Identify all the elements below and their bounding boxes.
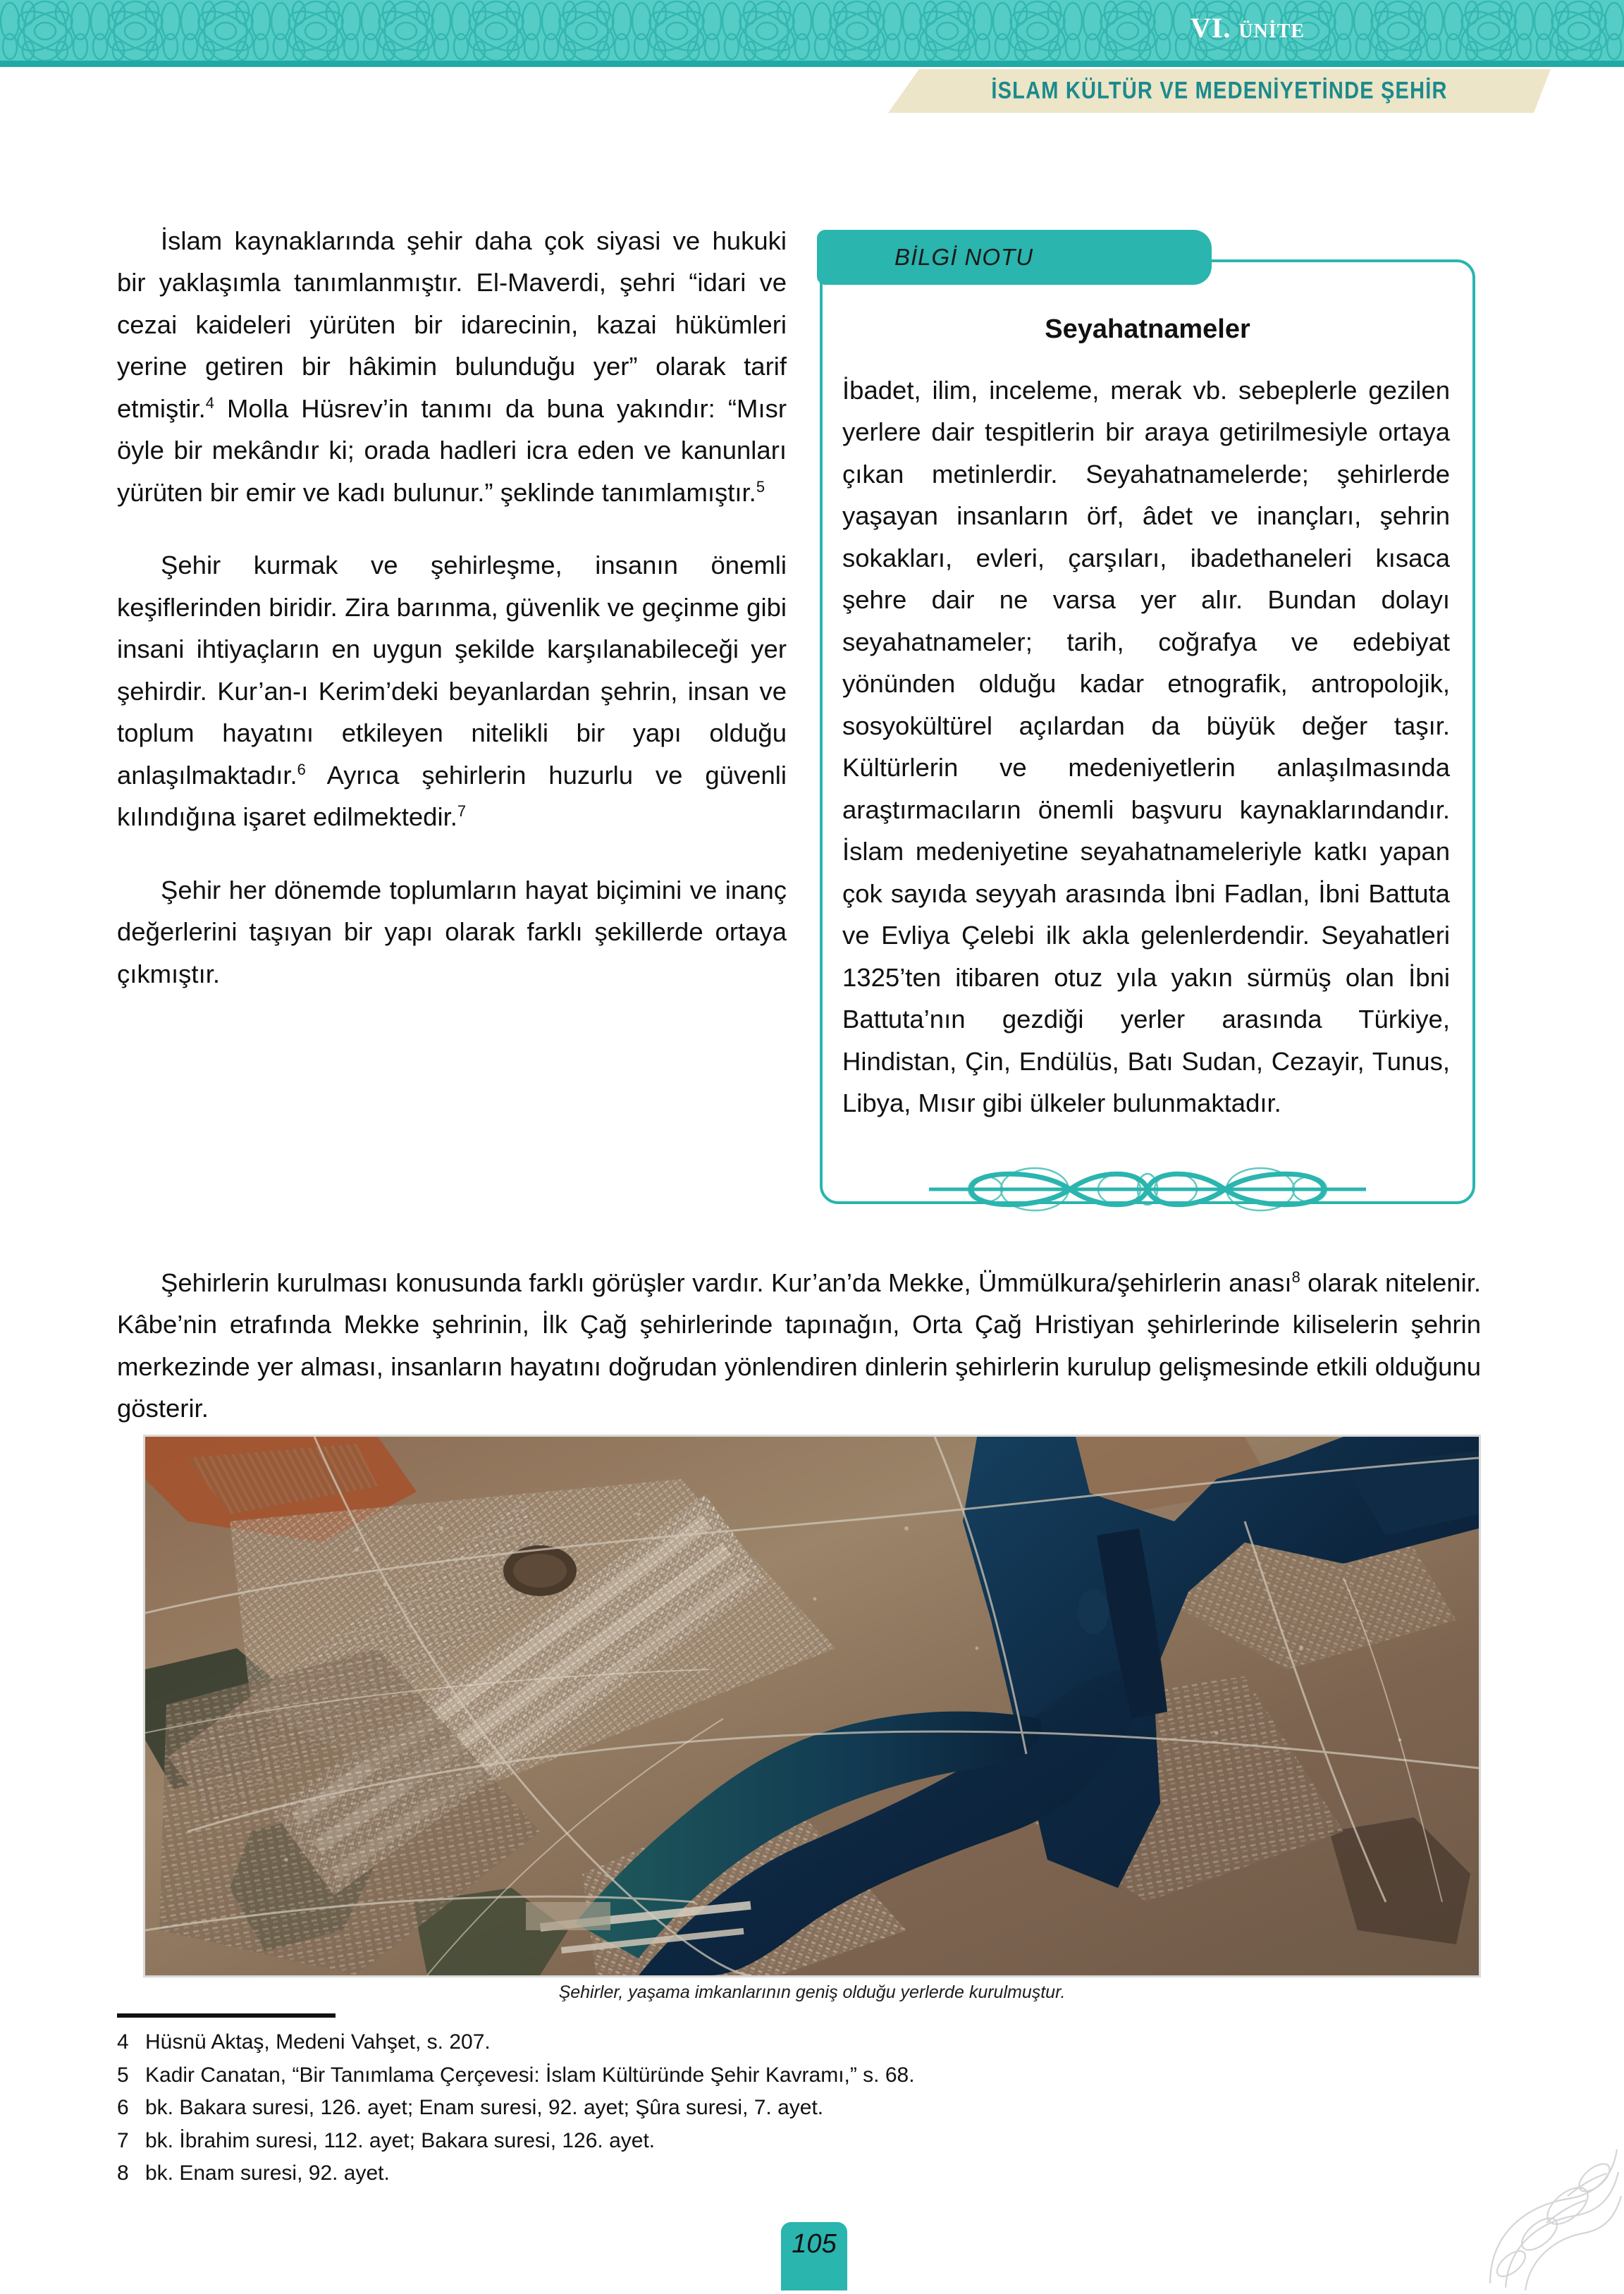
footnote-number: 8 [117,2161,129,2185]
corner-ornament [1462,2128,1624,2290]
wide-paragraph: Şehirlerin kurulması konusunda farklı görüşler vardır. Kur’an’da Mekke, Ümmülkura/şehirlerin anası$^8$ olarak nitelenir. Kâbe’nin etrafında Mekke şehrinin, İlk Çağ şehirlerinde tapınağın, Orta Çağ Hristiyan şehirlerinde kiliselerin şehrin merkezinde yer alması, insanların hayatını doğrudan yönlendiren dinlerin şehirlerin kurulup gelişmesinde etkili olduğunu gösterir. [117,1268,1481,1423]
footnote-ref-4: 4 [205,393,214,412]
satellite-image-svg [145,1437,1479,1975]
ornament-divider-icon [929,1163,1366,1215]
left-text-column [117,220,787,1026]
footnote-text: bk. Enam suresi, 92. ayet. [145,2161,390,2185]
footnote-item [117,2061,1315,2091]
footnote-ref-8: 8 [1291,1268,1300,1286]
footnote-text: bk. Bakara suresi, 126. ayet; Enam suresi, 92. ayet; Şûra suresi, 7. ayet. [145,2096,824,2120]
footnote-ref-5: 5 [756,477,765,496]
page-number-badge [781,2222,847,2290]
footnote-item [117,2126,1315,2157]
page-number-text: 105 [792,2229,837,2259]
unit-subtitle-banner [888,69,1551,113]
footnote-number: 4 [117,2030,129,2054]
paragraph-1: İslam kaynaklarında şehir daha çok siyasi ve hukuki bir yaklaşımla tanımlanmıştır. El-Maverdi, şehri “idari ve cezai kaideleri yürüten bir idarecinin, kazai hükümleri yerine getiren bir hâkimin bulunduğu yer” olarak tarif etmiştir.$^4$ Molla Hüsrev’in tanımı da buna yakındır: “Mısr öyle bir mekândır ki; orada hadleri icra eden ve kanunları yürüten bir emir ve kadı bulunur.” şeklinde tanımlamıştır.$^5$ [117,226,787,507]
info-note-title: Seyahatnameler [1045,314,1250,344]
page-header [0,0,1624,68]
footnote-item [117,2159,1315,2189]
footnote-number: 5 [117,2063,129,2087]
unit-number-word: ÜNİTE [1238,20,1305,42]
info-note-tab-label: BİLGİ NOTU [894,244,1034,270]
corner-ornament-icon [1462,2128,1624,2290]
info-note-tab [817,230,1212,285]
paragraph-3: Şehir her dönemde toplumların hayat biçimini ve inanç değerlerini taşıyan bir yapı olarak farklı şekillerde ortaya çıkmıştır. [117,875,787,988]
footnote-item [117,2028,1315,2058]
footnote-text: bk. İbrahim suresi, 112. ayet; Bakara suresi, 126. ayet. [145,2128,656,2152]
footnote-ref-7: 7 [457,802,467,821]
footnote-number: 6 [117,2096,129,2120]
paragraph-2: Şehir kurmak ve şehirleşme, insanın önemli keşiflerinden biridir. Zira barınma, güvenlik ve geçinme gibi insani ihtiyaçların en uygun şekilde karşılanabileceği yer şehirdir. Kur’an-ı Kerim’deki beyanlardan şehrin, insan ve toplum hayatını etkileyen nitelikli bir yapı olduğu anlaşılmaktadır.$^6$ Ayrıca şehirlerin huzurlu ve güvenli kılındığına işaret edilmektedir.$^7$ [117,551,787,832]
info-note-body: İbadet, ilim, inceleme, merak vb. sebeplerle gezilen yerlere dair tespitlerin bir araya getirilmesiyle ortaya çıkan metinlerdir. Seyahatnamelerde; şehirlerde yaşayan insanların örf, âdet ve inançları, şehrin sokakları, evleri, çarşıları, ibadethaneleri kısaca şehre dair ne varsa yer alır. Bundan dolayı seyahatnameler; tarih, coğrafya ve edebiyat yönünden olduğu kadar etnografik, antropolojik, sosyokültürel açılardan da büyük değer taşır. Kültürlerin ve medeniyetlerin anlaşılmasında araştırmacıların önemli başvuru kaynaklarındandır. İslam medeniyetine seyahatnameleriyle katkı yapan çok sayıda seyyah arasında İbni Fadlan, İbni Battuta ve Evliya Çelebi ilk akla gelenlerdendir. Seyahatleri 1325’ten itibaren otuz yıla yakın sürmüş olan İbni Battuta’nın gezdiği yerler arasında Türkiye, Hindistan, Çin, Endülüs, Batı Sudan, Cezayir, Tunus, Libya, Mısır gibi ülkeler bulunmaktadır. [842,376,1450,1118]
info-note-box [820,230,1482,1234]
unit-subtitle-text: İSLAM KÜLTÜR VE MEDENİYETİNDE ŞEHİR [991,77,1448,104]
satellite-city-photo [143,1435,1481,1977]
info-note-bottom-ornament [820,1159,1475,1220]
unit-number-label [1100,11,1396,44]
footnote-item [117,2093,1315,2123]
footnote-text: Hüsnü Aktaş, Medeni Vahşet, s. 207. [145,2030,491,2054]
figure-caption: Şehirler, yaşama imkanlarının geniş olduğu yerlerde kurulmuştur. [558,1982,1066,2002]
unit-number-roman: VI. [1190,12,1231,44]
footnote-text: Kadir Canatan, “Bir Tanımlama Çerçevesi: İslam Kültüründe Şehir Kavramı,” s. 68. [145,2063,915,2087]
footnote-list [117,2028,1315,2192]
footnote-number: 7 [117,2128,129,2152]
footnote-separator-rule [117,2013,336,2018]
footnote-ref-6: 6 [297,760,306,778]
